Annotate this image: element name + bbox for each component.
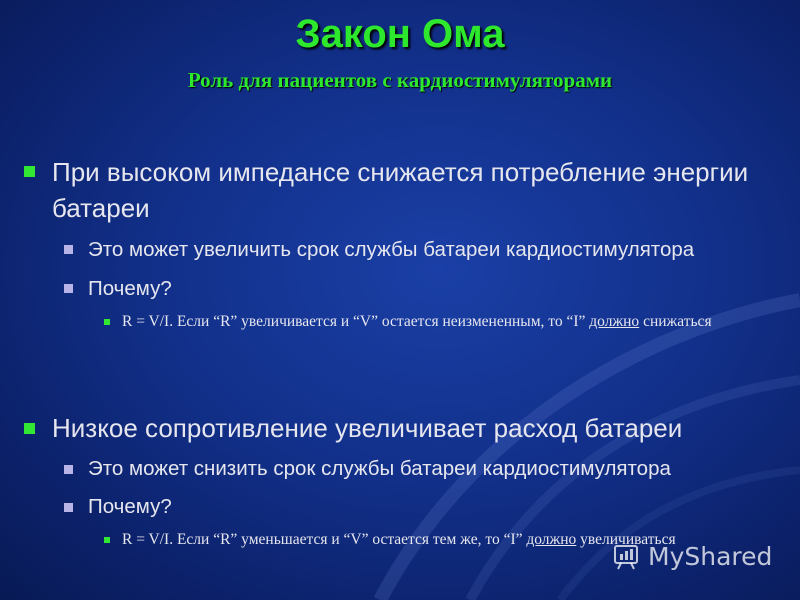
point-2-detail-pre: R = V/I. Если “R” уменьшается и “V” остается тем же, то “I” [122,531,527,548]
point-1-text: При высоком импедансе снижается потребление энергии батареи [52,157,749,223]
detail-bullet-square-icon [104,319,110,325]
point-2-detail-underlined: должно [526,531,577,548]
myshared-watermark [612,538,772,574]
sub-bullet-square-icon [64,284,73,293]
point-2-sub-1: Это может снизить срок службы батареи кардиостимулятора [88,457,671,480]
point-1-sub-1: Это может увеличить срок службы батареи кардиостимулятора [88,238,695,261]
sub-bullet-square-icon [64,503,73,512]
point-2-sub-2: Почему? [88,495,172,518]
sub-bullet-square-icon [64,465,73,474]
point-1-detail [122,310,782,333]
point-2-detail-post: увеличиваться [576,531,676,548]
myshared-logo-icon [612,541,642,571]
bullet-square-icon [24,166,35,177]
point-1-detail-post: снижаться [639,313,712,330]
sub-bullet-square-icon [64,245,73,254]
slide-subtitle: Роль для пациентов с кардиостимуляторами [187,68,613,92]
point-2-text: Низкое сопротивление увеличивает расход батареи [52,413,683,443]
bullet-square-icon [24,423,35,434]
watermark-text: MyShared [648,541,773,571]
point-1-detail-pre: R = V/I. Если “R” увеличивается и “V” остается неизмененным, то “I” [122,313,590,330]
point-1-sub-2: Почему? [88,277,172,300]
point-1-detail-underlined: должно [589,313,640,330]
detail-bullet-square-icon [104,537,110,543]
slide-title: Закон Ома [295,12,505,56]
